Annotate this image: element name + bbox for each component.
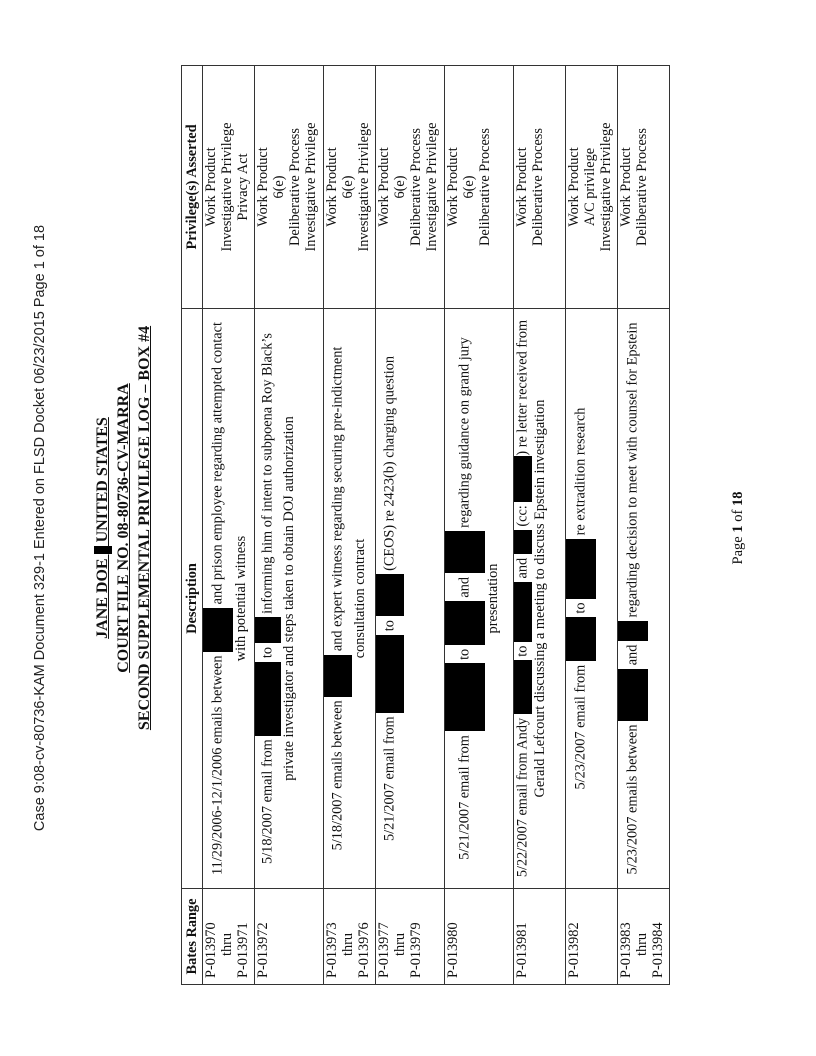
redaction-box xyxy=(514,456,532,502)
caption-line-2: COURT FILE NO. 08-80736-CV-MARRA xyxy=(115,383,132,673)
bates-cell: P-013972 xyxy=(255,889,324,985)
bates-cell: P-013983 thru P-013984 xyxy=(618,889,670,985)
page-number: Page 1 of 18 xyxy=(730,491,746,565)
redaction-box xyxy=(514,582,532,642)
redaction-box xyxy=(618,669,648,721)
description-cell: 5/22/2007 email from Andy to and (cc: ) re letter received from Gerald Lefcourt discussing a meeting to discuss Epstein investigation xyxy=(514,309,566,889)
description-cell: 11/29/2006-12/1/2006 emails between and prison employee regarding attempted contact with potential witness xyxy=(203,309,255,889)
description-cell: 5/21/2007 email from to and regarding guidance on grand jury presentation xyxy=(445,309,514,889)
privilege-cell: Work Product 6(e) Deliberative Process xyxy=(445,66,514,309)
bates-cell: P-013970 thru P-013971 xyxy=(203,889,255,985)
redaction-box xyxy=(376,635,404,713)
redaction-box xyxy=(255,662,281,736)
bates-cell: P-013977 thru P-013979 xyxy=(376,889,445,985)
bates-cell: P-013973 thru P-013976 xyxy=(324,889,376,985)
redaction-box xyxy=(94,546,112,554)
privilege-cell: Work Product Deliberative Process xyxy=(618,66,670,309)
redaction-box xyxy=(445,601,485,645)
description-cell: 5/23/2007 emails between and regarding decision to meet with counsel for Epstein xyxy=(618,309,670,889)
table-row xyxy=(324,66,376,985)
privilege-cell: Work Product 6(e) Investigative Privilege xyxy=(324,66,376,309)
table-row xyxy=(445,66,514,985)
redaction-box xyxy=(255,617,281,643)
redaction-box xyxy=(514,660,532,714)
privilege-log-table xyxy=(181,65,670,985)
description-cell: 5/23/2007 email from to re extradition research xyxy=(566,309,618,889)
redaction-box xyxy=(324,655,352,697)
header-privileges-asserted: Privilege(s) Asserted xyxy=(182,66,203,309)
caption-line-1: JANE DOE UNITED STATES xyxy=(94,417,111,639)
redaction-box xyxy=(203,608,233,652)
case-header: Case 9:08-cv-80736-KAM Document 329-1 Entered on FLSD Docket 06/23/2015 Page 1 of 18 xyxy=(32,224,48,832)
table-row xyxy=(255,66,324,985)
table-row xyxy=(566,66,618,985)
table-row xyxy=(514,66,566,985)
redaction-box xyxy=(445,531,485,573)
redaction-box xyxy=(618,621,648,641)
bates-cell: P-013982 xyxy=(566,889,618,985)
privilege-cell: Work Product Investigative Privilege Privacy Act xyxy=(203,66,255,309)
description-cell: 5/21/2007 email from to (CEOS) re 2423(b) charging question xyxy=(376,309,445,889)
redaction-box xyxy=(566,617,596,661)
privilege-cell: Work Product A/C privilege Investigative Privilege xyxy=(566,66,618,309)
header-bates-range: Bates Range xyxy=(182,889,203,985)
table-row xyxy=(203,66,255,985)
description-cell: 5/18/2007 email from to informing him of intent to subpoena Roy Black’s private investigator and steps taken to obtain DOJ authorization xyxy=(255,309,324,889)
table-row xyxy=(618,66,670,985)
redaction-box xyxy=(445,663,485,731)
bates-cell: P-013980 xyxy=(445,889,514,985)
header-description: Description xyxy=(182,309,203,889)
privilege-cell: Work Product 6(e) Deliberative Process Investigative Privilege xyxy=(255,66,324,309)
table-header-row xyxy=(182,66,203,985)
redaction-box xyxy=(376,575,404,617)
caption-line-3: SECOND SUPPLEMENTAL PRIVILEGE LOG – BOX #4 xyxy=(136,325,153,731)
redaction-box xyxy=(566,539,596,599)
privilege-cell: Work Product 6(e) Deliberative Process Investigative Privilege xyxy=(376,66,445,309)
description-cell: 5/18/2007 emails between and expert witness regarding securing pre-indictment consultation contract xyxy=(324,309,376,889)
redaction-box xyxy=(514,530,532,554)
bates-cell: P-013981 xyxy=(514,889,566,985)
privilege-cell: Work Product Deliberative Process xyxy=(514,66,566,309)
table-row xyxy=(376,66,445,985)
